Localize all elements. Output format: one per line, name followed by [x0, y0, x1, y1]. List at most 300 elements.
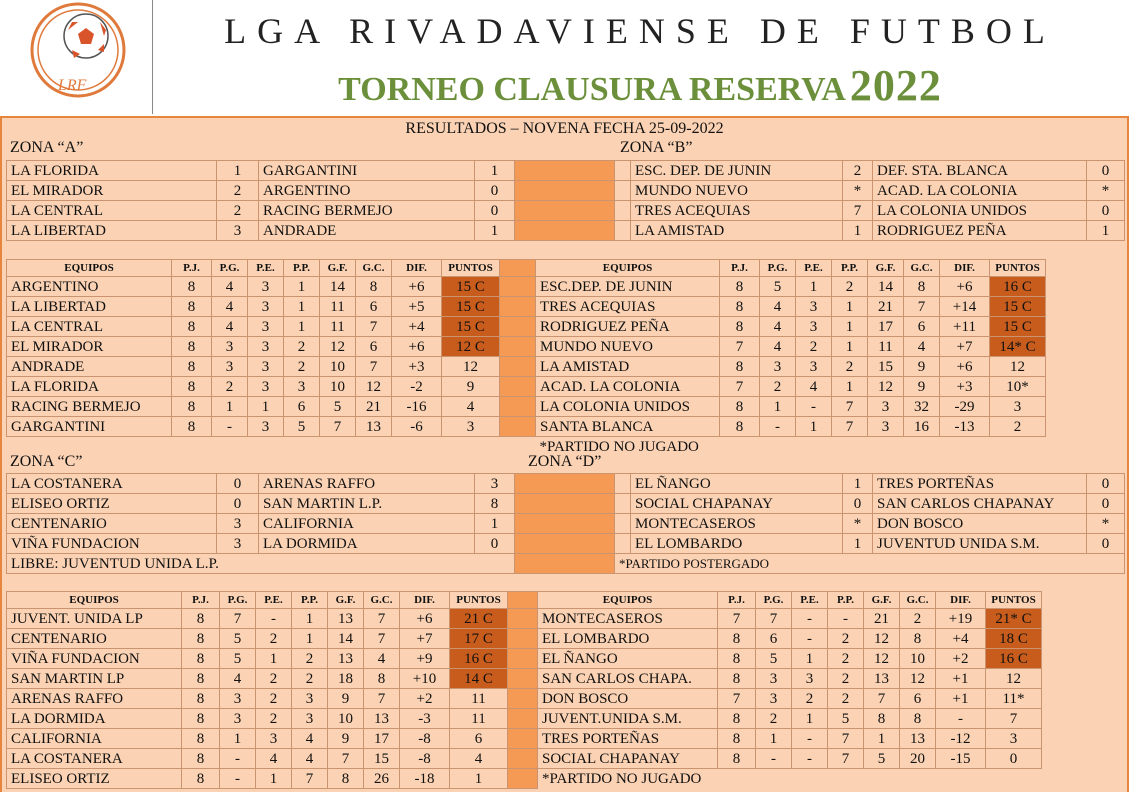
away-team: DON BOSCO	[873, 514, 1087, 534]
stat-cell: 2	[828, 649, 864, 669]
stat-cell: 1	[832, 317, 868, 337]
stat-cell: 3	[792, 669, 828, 689]
separator-cell	[515, 201, 615, 221]
points-cell: 15 C	[442, 277, 500, 297]
stat-cell: -18	[400, 769, 450, 789]
column-header: P.E.	[256, 592, 292, 609]
away-team: GARGANTINI	[259, 161, 475, 181]
points-cell: 11	[450, 709, 508, 729]
column-header: EQUIPOS	[538, 592, 718, 609]
stat-cell: 8	[172, 377, 212, 397]
stat-cell: 7	[720, 377, 760, 397]
stat-cell: +2	[400, 689, 450, 709]
stat-cell: -6	[392, 417, 442, 437]
stat-cell: 2	[756, 709, 792, 729]
stat-cell: 2	[284, 357, 320, 377]
stat-cell: 17	[364, 729, 400, 749]
stat-cell: 8	[900, 629, 936, 649]
stat-cell: 8	[182, 629, 220, 649]
standings-row	[7, 317, 1046, 337]
stat-cell: -12	[936, 729, 986, 749]
column-header: EQUIPOS	[7, 592, 182, 609]
stat-cell: 1	[796, 417, 832, 437]
stat-cell: 6	[756, 629, 792, 649]
away-team: SAN MARTIN L.P.	[259, 494, 475, 514]
stat-cell: 14	[320, 277, 356, 297]
stat-cell: 3	[248, 337, 284, 357]
stat-cell: 6	[904, 317, 940, 337]
stat-cell: +10	[400, 669, 450, 689]
column-header: P.G.	[756, 592, 792, 609]
stat-cell: 8	[172, 417, 212, 437]
not-played-note: *PARTIDO NO JUGADO	[542, 770, 702, 787]
team-name: SANTA BLANCA	[536, 417, 720, 437]
stat-cell: 2	[900, 609, 936, 629]
stat-cell: 8	[172, 277, 212, 297]
column-header: G.C.	[364, 592, 400, 609]
stat-cell: 2	[256, 669, 292, 689]
stat-cell: 3	[796, 357, 832, 377]
stat-cell: 2	[832, 357, 868, 377]
column-header: PUNTOS	[986, 592, 1042, 609]
stat-cell: 7	[828, 749, 864, 769]
stat-cell: 13	[328, 649, 364, 669]
stat-cell: 4	[292, 729, 328, 749]
stat-cell: 3	[248, 417, 284, 437]
stat-cell: 8	[182, 609, 220, 629]
stat-cell: 8	[182, 669, 220, 689]
away-team: ARGENTINO	[259, 181, 475, 201]
away-team: RODRIGUEZ PEÑA	[873, 221, 1087, 241]
separator-cell	[500, 357, 536, 377]
stat-cell: -	[792, 629, 828, 649]
stat-cell: 1	[792, 649, 828, 669]
stat-cell: 13	[864, 669, 900, 689]
column-header: PUNTOS	[990, 260, 1046, 277]
stat-cell: 3	[868, 397, 904, 417]
standings-row	[7, 377, 1046, 397]
stat-cell: 2	[828, 689, 864, 709]
league-logo	[0, 0, 153, 114]
points-cell: 15 C	[442, 317, 500, 337]
empty-cell	[7, 437, 536, 457]
stat-cell: 20	[900, 749, 936, 769]
stat-cell: 8	[720, 417, 760, 437]
team-name: LA FLORIDA	[7, 377, 172, 397]
home-score: 3	[217, 534, 259, 554]
stat-cell: 11	[320, 297, 356, 317]
standings-row	[7, 729, 1042, 749]
column-header: G.F.	[320, 260, 356, 277]
stat-cell: -13	[940, 417, 990, 437]
stat-cell: 18	[328, 669, 364, 689]
stat-cell: 3	[248, 317, 284, 337]
stat-cell: 1	[864, 729, 900, 749]
home-team: EL ÑANGO	[631, 474, 843, 494]
column-header: P.J.	[718, 592, 756, 609]
stat-cell: 5	[320, 397, 356, 417]
stat-cell: 7	[832, 397, 868, 417]
stat-cell: 1	[832, 297, 868, 317]
stat-cell: 3	[756, 669, 792, 689]
separator-cell	[500, 317, 536, 337]
home-team: VIÑA FUNDACION	[7, 534, 217, 554]
separator-cell	[515, 494, 615, 514]
stat-cell: +6	[400, 609, 450, 629]
stat-cell: 1	[256, 769, 292, 789]
stat-cell: 2	[292, 669, 328, 689]
stat-cell: 8	[718, 749, 756, 769]
separator-cell	[500, 297, 536, 317]
stat-cell: 8	[720, 397, 760, 417]
separator-cell	[508, 749, 538, 769]
separator-cell	[515, 161, 615, 181]
stat-cell: 7	[718, 689, 756, 709]
separator-cell	[515, 534, 615, 554]
home-team: LA LIBERTAD	[7, 221, 217, 241]
note-row	[7, 437, 1046, 457]
stat-cell: 4	[760, 337, 796, 357]
stat-cell: 4	[796, 377, 832, 397]
stat-cell: 3	[292, 689, 328, 709]
stat-cell: -	[796, 397, 832, 417]
points-cell: 12	[442, 357, 500, 377]
points-cell: 17 C	[450, 629, 508, 649]
separator-cell	[515, 554, 615, 574]
points-cell: 2	[990, 417, 1046, 437]
stat-cell: 8	[172, 397, 212, 417]
stat-cell: 7	[720, 337, 760, 357]
stat-cell: 7	[756, 609, 792, 629]
home-score: 2	[217, 181, 259, 201]
column-header: P.E.	[248, 260, 284, 277]
standings-row	[7, 609, 1042, 629]
soccer-ball-logo-icon	[0, 0, 152, 114]
separator-cell	[500, 260, 536, 277]
stat-cell: 7	[356, 317, 392, 337]
away-score: *	[1087, 514, 1125, 534]
stat-cell: 14	[868, 277, 904, 297]
stat-cell: 2	[284, 337, 320, 357]
points-cell: 4	[442, 397, 500, 417]
team-name: SAN MARTIN LP	[7, 669, 182, 689]
away-score: 3	[475, 474, 515, 494]
stat-cell: 12	[356, 377, 392, 397]
stat-cell: 3	[760, 357, 796, 377]
home-score: 0	[217, 474, 259, 494]
home-team: LA COSTANERA	[7, 474, 217, 494]
stat-cell: -3	[400, 709, 450, 729]
points-cell: 3	[442, 417, 500, 437]
team-name: LA DORMIDA	[7, 709, 182, 729]
team-name: CALIFORNIA	[7, 729, 182, 749]
home-team: LA FLORIDA	[7, 161, 217, 181]
stat-cell: 4	[292, 749, 328, 769]
stat-cell: 1	[796, 277, 832, 297]
home-team: CENTENARIO	[7, 514, 217, 534]
away-score: 0	[1087, 161, 1125, 181]
results-cd-table	[6, 473, 1125, 574]
stat-cell: 8	[182, 749, 220, 769]
standings-row	[7, 649, 1042, 669]
stat-cell: 8	[356, 277, 392, 297]
standings-row	[7, 669, 1042, 689]
standings-header-row	[7, 592, 1042, 609]
match-row	[7, 534, 1125, 554]
stat-cell: +1	[936, 669, 986, 689]
stat-cell: 12	[864, 629, 900, 649]
home-score: 1	[843, 534, 873, 554]
stat-cell: 10	[320, 357, 356, 377]
stat-cell: 5	[828, 709, 864, 729]
stat-cell: -	[220, 769, 256, 789]
column-header: G.F.	[868, 260, 904, 277]
stat-cell: 11	[868, 337, 904, 357]
away-score: 0	[1087, 494, 1125, 514]
stat-cell: 1	[792, 709, 828, 729]
stat-cell: 1	[760, 397, 796, 417]
stat-cell: 16	[904, 417, 940, 437]
team-name: MONTECASEROS	[538, 609, 718, 629]
stat-cell: +11	[940, 317, 990, 337]
stat-cell: 9	[904, 377, 940, 397]
stat-cell: 7	[718, 609, 756, 629]
away-team: ANDRADE	[259, 221, 475, 241]
stat-cell: 3	[248, 357, 284, 377]
team-name: TRES PORTEÑAS	[538, 729, 718, 749]
standings-row	[7, 297, 1046, 317]
stat-cell: 3	[220, 689, 256, 709]
stat-cell: 8	[182, 769, 220, 789]
column-header: DIF.	[936, 592, 986, 609]
stat-cell: 4	[760, 297, 796, 317]
home-team: TRES ACEQUIAS	[631, 201, 843, 221]
stat-cell: 3	[796, 317, 832, 337]
column-header: P.P.	[284, 260, 320, 277]
standings-row	[7, 417, 1046, 437]
stat-cell: 9	[328, 689, 364, 709]
stat-cell: 1	[292, 609, 328, 629]
match-row	[7, 181, 1125, 201]
points-cell: 16 C	[990, 277, 1046, 297]
team-name: JUVENT.UNIDA S.M.	[538, 709, 718, 729]
stat-cell: 8	[182, 709, 220, 729]
stat-cell: -2	[392, 377, 442, 397]
points-cell: 12	[986, 669, 1042, 689]
stat-cell: 15	[364, 749, 400, 769]
column-header: PUNTOS	[442, 260, 500, 277]
home-score: 3	[217, 514, 259, 534]
points-cell: 15 C	[442, 297, 500, 317]
standings-cd-table	[6, 591, 1042, 789]
team-name: ANDRADE	[7, 357, 172, 377]
stat-cell: 5	[220, 649, 256, 669]
home-team: EL MIRADOR	[7, 181, 217, 201]
home-team: ESC. DEP. DE JUNIN	[631, 161, 843, 181]
stat-cell: 13	[328, 609, 364, 629]
stat-cell: 8	[718, 669, 756, 689]
separator-cell	[508, 609, 538, 629]
stat-cell: 10	[900, 649, 936, 669]
home-score: 2	[843, 161, 873, 181]
away-team: LA COLONIA UNIDOS	[873, 201, 1087, 221]
stat-cell: 5	[220, 629, 256, 649]
column-header: P.P.	[832, 260, 868, 277]
column-header: G.C.	[904, 260, 940, 277]
away-team: CALIFORNIA	[259, 514, 475, 534]
stat-cell: 7	[828, 729, 864, 749]
stat-cell: 8	[718, 649, 756, 669]
standings-ab-table	[6, 259, 1046, 456]
stat-cell: 2	[256, 689, 292, 709]
stat-cell: 8	[182, 689, 220, 709]
points-cell: 14 C	[450, 669, 508, 689]
points-cell: 11*	[986, 689, 1042, 709]
stat-cell: 10	[320, 377, 356, 397]
column-header: G.F.	[864, 592, 900, 609]
stat-cell: 1	[220, 729, 256, 749]
stat-cell: 7	[364, 609, 400, 629]
stat-cell: 8	[172, 337, 212, 357]
team-name: GARGANTINI	[7, 417, 172, 437]
stat-cell: 7	[328, 749, 364, 769]
points-cell: 21* C	[986, 609, 1042, 629]
stat-cell: 2	[212, 377, 248, 397]
column-header: G.C.	[900, 592, 936, 609]
stat-cell: 3	[292, 709, 328, 729]
standings-row	[7, 357, 1046, 377]
stat-cell: 8	[720, 317, 760, 337]
stat-cell: 4	[256, 749, 292, 769]
stat-cell: 21	[868, 297, 904, 317]
match-row	[7, 201, 1125, 221]
home-score: 3	[217, 221, 259, 241]
stat-cell: 2	[256, 709, 292, 729]
away-score: *	[1087, 181, 1125, 201]
column-header: DIF.	[400, 592, 450, 609]
stat-cell: 17	[868, 317, 904, 337]
points-cell: 10*	[990, 377, 1046, 397]
points-cell: 14* C	[990, 337, 1046, 357]
stat-cell: 4	[904, 337, 940, 357]
column-header: P.P.	[828, 592, 864, 609]
separator-cell	[500, 397, 536, 417]
standings-row	[7, 277, 1046, 297]
away-score: 8	[475, 494, 515, 514]
away-score: 1	[1087, 221, 1125, 241]
stat-cell: 11	[320, 317, 356, 337]
team-name: ARENAS RAFFO	[7, 689, 182, 709]
standings-row	[7, 749, 1042, 769]
stat-cell: 7	[864, 689, 900, 709]
stat-cell: 1	[756, 729, 792, 749]
zone-c-label: ZONA “C”	[10, 453, 83, 470]
stat-cell: +3	[940, 377, 990, 397]
stat-cell: -	[828, 609, 864, 629]
stat-cell: 3	[284, 377, 320, 397]
stat-cell: +6	[392, 337, 442, 357]
stat-cell: 3	[868, 417, 904, 437]
home-score: 0	[217, 494, 259, 514]
column-header: P.J.	[720, 260, 760, 277]
stat-cell: 3	[220, 709, 256, 729]
separator-cell	[500, 277, 536, 297]
away-score: 0	[1087, 201, 1125, 221]
column-header: P.G.	[220, 592, 256, 609]
stat-cell: 2	[832, 277, 868, 297]
stat-cell: +4	[392, 317, 442, 337]
stat-cell: 5	[284, 417, 320, 437]
column-header: P.G.	[212, 260, 248, 277]
stat-cell: 1	[212, 397, 248, 417]
team-name: VIÑA FUNDACION	[7, 649, 182, 669]
stat-cell: 7	[364, 689, 400, 709]
stat-cell: 8	[864, 709, 900, 729]
extra-row	[7, 554, 1125, 574]
stat-cell: +7	[400, 629, 450, 649]
away-team: ARENAS RAFFO	[259, 474, 475, 494]
stat-cell: 3	[248, 277, 284, 297]
home-team: SOCIAL CHAPANAY	[631, 494, 843, 514]
stat-cell: 15	[868, 357, 904, 377]
stat-cell: 21	[864, 609, 900, 629]
stat-cell: 8	[172, 317, 212, 337]
away-team: LA DORMIDA	[259, 534, 475, 554]
team-name: ARGENTINO	[7, 277, 172, 297]
separator-cell	[500, 377, 536, 397]
stat-cell: -	[760, 417, 796, 437]
stat-cell: +6	[940, 277, 990, 297]
stat-cell: -16	[392, 397, 442, 417]
spacer-cell	[615, 534, 631, 554]
team-name: LA AMISTAD	[536, 357, 720, 377]
separator-cell	[515, 181, 615, 201]
stat-cell: 8	[182, 729, 220, 749]
stat-cell: 4	[364, 649, 400, 669]
stat-cell: 2	[792, 689, 828, 709]
stat-cell: -	[756, 749, 792, 769]
away-team: SAN CARLOS CHAPANAY	[873, 494, 1087, 514]
zone-b-label: ZONA “B”	[620, 139, 693, 156]
team-name: TRES ACEQUIAS	[536, 297, 720, 317]
stat-cell: 5	[756, 649, 792, 669]
stat-cell: 5	[760, 277, 796, 297]
libre-note: LIBRE: JUVENTUD UNIDA L.P.	[7, 554, 515, 574]
points-cell: 0	[986, 749, 1042, 769]
stat-cell: 6	[900, 689, 936, 709]
column-header: P.J.	[182, 592, 220, 609]
stat-cell: 3	[212, 357, 248, 377]
away-score: 0	[475, 534, 515, 554]
stat-cell: 32	[904, 397, 940, 417]
team-name: EL MIRADOR	[7, 337, 172, 357]
points-cell: 16 C	[450, 649, 508, 669]
match-row	[7, 474, 1125, 494]
stat-cell: 8	[718, 729, 756, 749]
home-score: 7	[843, 201, 873, 221]
match-row	[7, 221, 1125, 241]
spacer-cell	[615, 514, 631, 534]
stat-cell: 7	[904, 297, 940, 317]
away-score: 0	[1087, 534, 1125, 554]
stat-cell: 9	[328, 729, 364, 749]
home-team: ELISEO ORTIZ	[7, 494, 217, 514]
stat-cell: 8	[328, 769, 364, 789]
results-cd	[6, 473, 1125, 574]
spacer-cell	[615, 181, 631, 201]
stat-cell: +14	[940, 297, 990, 317]
stat-cell: -8	[400, 749, 450, 769]
